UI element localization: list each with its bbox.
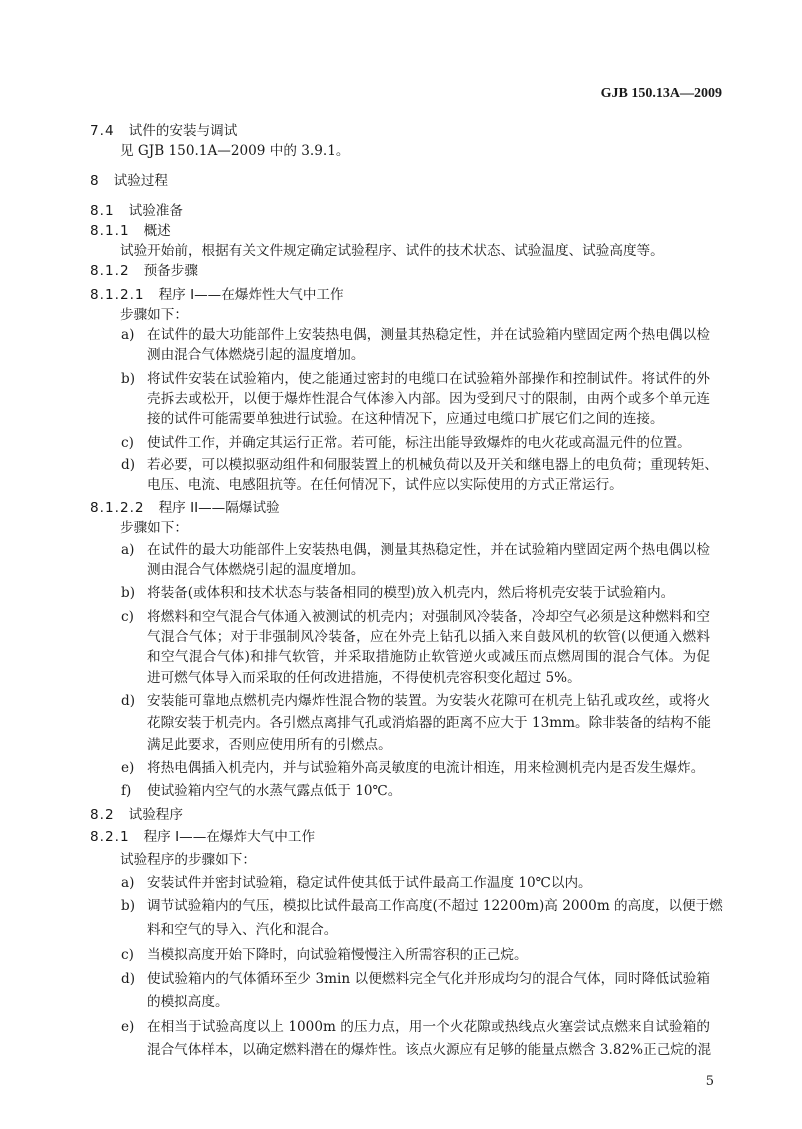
section-number: 7.4	[90, 123, 115, 139]
list-item-line: 将热电偶插入机壳内，并与试验箱外高灵敏度的电流计相连，用来检测机壳内是否发生爆炸。	[147, 760, 705, 776]
list-item-line: 接的试件可能需要单独进行试验。在这种情况下，应通过电缆口扩展它们之间的连接。	[147, 411, 664, 427]
list-item-line: 满足此要求，否则应使用所有的引燃点。	[147, 737, 392, 753]
section-7-4-heading	[90, 122, 237, 140]
list-item-line: 安装试件并密封试验箱，稳定试件使其低于试件最高工作温度 10℃以内。	[147, 875, 592, 891]
section-7-4-text: 见 GJB 150.1A—2009 中的 3.9.1。	[120, 143, 350, 159]
section-number: 8.2.1	[90, 829, 130, 845]
steps-intro: 步骤如下：	[120, 520, 188, 536]
list-label: c)	[121, 947, 134, 963]
list-label: d)	[121, 971, 136, 987]
list-item-line: 使试件工作，并确定其运行正常。若可能，标注出能导致爆炸的电火花或高温元件的位置。	[147, 435, 691, 451]
list-item-line: 测由混合气体燃烧引起的温度增加。	[147, 562, 365, 578]
section-title: 预备步骤	[143, 263, 198, 279]
section-title: 试验程序	[128, 807, 183, 823]
list-item-line: 和空气混合气体)和排气软管，并采取措施防止软管逆火或减压而点燃周围的混合气体。为促	[147, 649, 710, 665]
section-number: 8.1.2.2	[90, 500, 145, 516]
section-8-1-1-text: 试验开始前，根据有关文件规定确定试验程序、试件的技术状态、试验温度、试验高度等。	[120, 243, 664, 259]
section-title: 试验准备	[128, 203, 183, 219]
steps-intro: 步骤如下：	[120, 307, 188, 323]
section-number: 8.1	[90, 203, 115, 219]
section-number: 8.2	[90, 807, 115, 823]
section-title: 试验过程	[113, 173, 169, 189]
section-number: 8.1.2	[90, 263, 130, 279]
section-8-1-2-1-heading	[90, 286, 344, 304]
list-item-line: 混合气体样本，以确定燃料潜在的爆炸性。该点火源应有足够的能量点燃含 3.82%正己烷的混	[147, 1042, 712, 1058]
list-item-line: 测由混合气体燃烧引起的温度增加。	[147, 347, 365, 363]
list-item-line: 气混合气体；对于非强制风冷装备，应在外壳上钻孔以插入来自鼓风机的软管(以便通入燃料	[147, 629, 710, 645]
section-8-heading	[90, 172, 168, 190]
list-label: e)	[121, 1019, 135, 1035]
section-8-1-1-heading	[90, 222, 171, 240]
section-title: 概述	[143, 223, 171, 239]
document-code-header: GJB 150.13A—2009	[600, 86, 722, 101]
section-number: 8.1.2.1	[90, 287, 145, 303]
list-label: b)	[121, 585, 136, 601]
list-item-line: 壳拆去或松开，以便于爆炸性混合气体渗入内部。因为受到尺寸的限制，由两个或多个单元连	[147, 391, 710, 407]
list-item-line: 若必要，可以模拟驱动组件和伺服装置上的机械负荷以及开关和继电器上的电负荷；重现转矩、	[147, 457, 718, 473]
section-title: 程序 II——隔爆试验	[158, 500, 280, 516]
list-item-line: 使试验箱内的气体循环至少 3min 以便燃料完全气化并形成均匀的混合气体，同时降低试验箱	[147, 971, 710, 987]
list-item-line: 将燃料和空气混合气体通入被测试的机壳内；对强制风冷装备，冷却空气必须是这种燃料和空	[147, 609, 710, 625]
list-label: a)	[121, 542, 135, 558]
section-8-1-2-heading	[90, 262, 198, 280]
list-item-line: 调节试验箱内的气压，模拟比试件最高工作高度(不超过 12200m)高 2000m 的高度，以便于燃	[147, 898, 723, 914]
list-label: b)	[121, 371, 136, 387]
list-label: a)	[121, 327, 135, 343]
list-item-line: 的模拟高度。	[147, 994, 229, 1010]
list-label: d)	[121, 693, 136, 709]
page-number: 5	[705, 1074, 714, 1089]
section-number: 8	[90, 173, 100, 189]
section-8-2-1-heading	[90, 828, 315, 846]
list-item-line: 将装备(或体积和技术状态与装备相同的模型)放入机壳内，然后将机壳安装于试验箱内。	[147, 585, 675, 601]
list-label: e)	[121, 760, 135, 776]
list-item-line: 在相当于试验高度以上 1000m 的压力点，用一个火花隙或热线点火塞尝试点燃来自试验箱的	[147, 1019, 710, 1035]
list-item-line: 料和空气的导入、汽化和混合。	[147, 922, 338, 938]
steps-intro: 试验程序的步骤如下：	[120, 852, 256, 868]
list-item-line: 将试件安装在试验箱内，使之能通过密封的电缆口在试验箱外部操作和控制试件。将试件的外	[147, 371, 710, 387]
section-8-1-2-2-heading	[90, 499, 280, 517]
list-item-line: 安装能可靠地点燃机壳内爆炸性混合物的装置。为安装火花隙可在机壳上钻孔或攻丝，或将火	[147, 693, 710, 709]
section-title: 试件的安装与调试	[128, 123, 238, 139]
list-item-line: 在试件的最大功能部件上安装热电偶，测量其热稳定性，并在试验箱内壁固定两个热电偶以检	[147, 542, 710, 558]
list-label: c)	[121, 609, 134, 625]
list-item-line: 使试验箱内空气的水蒸气露点低于 10℃。	[147, 783, 402, 799]
section-title: 程序 I——在爆炸性大气中工作	[158, 287, 344, 303]
list-item-line: 当模拟高度开始下降时，向试验箱慢慢注入所需容积的正己烷。	[147, 947, 528, 963]
list-item-line: 电压、电流、电感阻抗等。在任何情况下，试件应以实际使用的方式正常运行。	[147, 477, 623, 493]
section-number: 8.1.1	[90, 223, 130, 239]
list-label: c)	[121, 435, 134, 451]
section-8-1-heading	[90, 202, 183, 220]
list-item-line: 在试件的最大功能部件上安装热电偶，测量其热稳定性，并在试验箱内壁固定两个热电偶以检	[147, 327, 710, 343]
section-8-2-heading	[90, 806, 183, 824]
list-label: f)	[121, 783, 132, 799]
list-item-line: 花隙安装于机壳内。各引燃点离排气孔或消焰器的距离不应大于 13mm。除非装备的结构不能	[147, 715, 711, 731]
list-label: d)	[121, 457, 136, 473]
list-label: b)	[121, 898, 136, 914]
list-item-line: 进可燃气体导入而采取的任何改进措施，不得使机壳容积变化超过 5%。	[147, 670, 581, 686]
list-label: a)	[121, 875, 135, 891]
section-title: 程序 I——在爆炸大气中工作	[143, 829, 316, 845]
